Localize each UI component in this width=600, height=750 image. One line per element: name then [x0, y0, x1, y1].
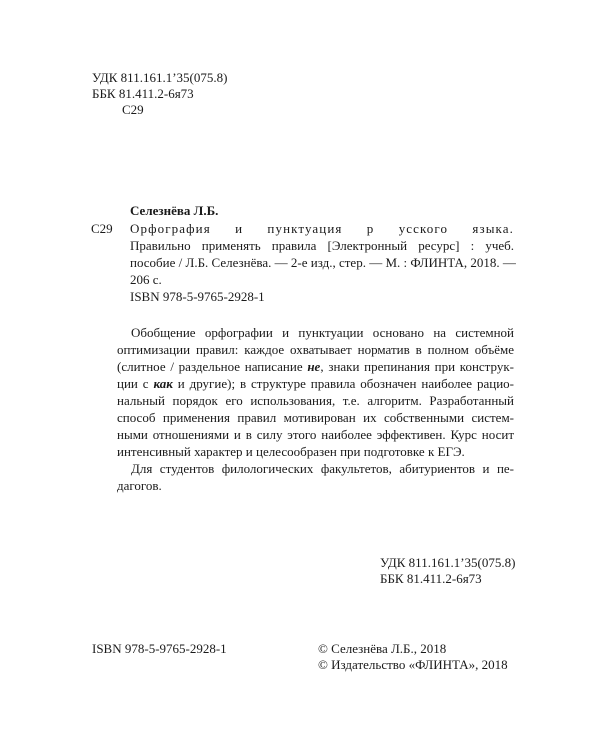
copyright-publisher: © Издательство «ФЛИНТА», 2018 — [318, 657, 508, 672]
bbk-code-bottom: ББК 81.411.2-6я73 — [380, 571, 482, 586]
annotation-line: нальный порядок его использования, т.е. алгоритм. Разработанный — [117, 393, 514, 408]
audience-line: дагогов. — [117, 478, 162, 493]
annotation-line: интенсивный характер и целесообразен при подготовке к ЕГЭ. — [117, 444, 465, 459]
entry-pages: 206 с. — [130, 272, 162, 287]
annotation-line: способ применения правил мотивирован их собственными систем- — [117, 410, 514, 425]
annotation-text: (слитное / раздельное написание — [117, 359, 308, 374]
audience-line: Для студентов филологических факультетов, абитуриентов и пе- — [131, 461, 514, 476]
bbk-code: ББК 81.411.2-6я73 — [92, 86, 194, 101]
entry-title-line: Правильно применять правила [Электронный ресурс] : учеб. — [130, 238, 514, 253]
entry-isbn: ISBN 978-5-9765-2928-1 — [130, 289, 265, 304]
annotation-text: , знаки препинания при конструк- — [320, 359, 514, 374]
entry-author: Селезнёва Л.Б. — [130, 203, 219, 218]
annotation-line: оптимизации правил: каждое охватывает норматив в полном объёме — [117, 342, 514, 357]
udk-code: УДК 811.161.1’35(075.8) — [92, 70, 228, 85]
annotation-line — [117, 359, 514, 375]
annotation-line — [117, 376, 514, 392]
copyright-author: © Селезнёва Л.Б., 2018 — [318, 641, 447, 656]
emphasis-kak: как — [153, 376, 173, 391]
entry-title-line: Орфография и пунктуация р усского языка. — [130, 221, 514, 236]
annotation-text: ции с — [117, 376, 154, 391]
entry-author-mark: С29 — [91, 221, 113, 236]
entry-imprint-line: пособие / Л.Б. Селезнёва. — 2-е изд., стер. — М. : ФЛИНТА, 2018. — — [130, 255, 516, 270]
udk-code-bottom: УДК 811.161.1’35(075.8) — [380, 555, 516, 570]
annotation-text: и другие); в структуре правила обозначен наиболее рацио- — [172, 376, 514, 391]
author-mark: С29 — [122, 102, 144, 117]
emphasis-ne: не — [307, 359, 321, 374]
annotation-line: Обобщение орфографии и пунктуации основано на системной — [131, 325, 514, 340]
footer-isbn: ISBN 978-5-9765-2928-1 — [92, 641, 227, 656]
annotation-line: ными отношениями и в силу этого наиболее эффективен. Курс носит — [117, 427, 514, 442]
